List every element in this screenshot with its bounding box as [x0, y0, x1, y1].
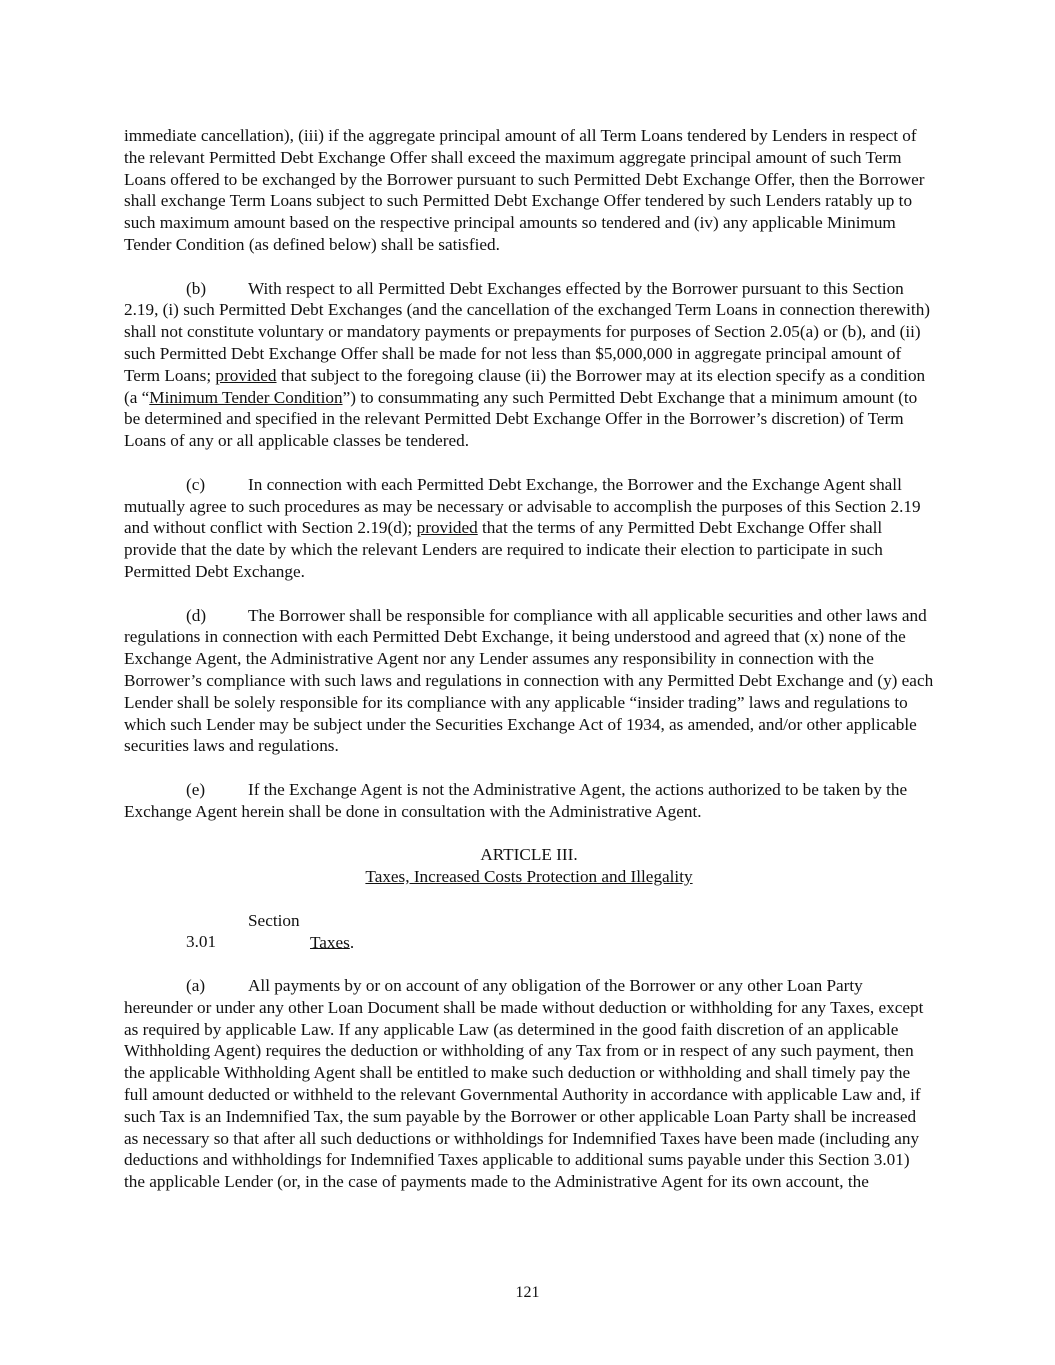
paragraph-c-text-2: that the terms of any Permitted Debt Exchange Offer shall provide that the date by which the relevant Lenders are required to indicate their election to participate in such Permitted Debt Exchange.	[124, 518, 883, 581]
article-title-wrap	[124, 866, 934, 888]
section-heading	[124, 910, 934, 954]
paragraph-e-label: (e)	[186, 779, 206, 799]
paragraph-b-defined-term: Minimum Tender Condition	[149, 387, 343, 407]
intro-text: immediate cancellation), (iii) if the aggregate principal amount of all Term Loans tendered by Lenders in respect of the relevant Permitted Debt Exchange Offer shall exceed the maximum aggregate principal amount of such Term Loans offered to be exchanged by the Borrower pursuant to such Permitted Debt Exchange Offer, then the Borrower shall exchange Term Loans subject to such Permitted Debt Exchange Offer tendered by such Lenders ratably up to such maximum amount based on the respective principal amounts so tendered and (iv) any applicable Minimum Tender Condition (as defined below) shall be satisfied.	[124, 126, 925, 254]
intro-paragraph	[124, 125, 934, 256]
page-number: 121	[515, 1284, 540, 1301]
paragraph-e-text: If the Exchange Agent is not the Administrative Agent, the actions authorized to be taken by the Exchange Agent herein shall be done in consultation with the Administrative Agent.	[124, 779, 908, 821]
paragraph-c	[124, 474, 934, 583]
paragraph-b	[124, 278, 934, 452]
paragraph-c-label: (c)	[186, 474, 206, 494]
article-title: Taxes, Increased Costs Protection and Illegality	[365, 867, 693, 887]
section-title-period: .	[349, 932, 355, 952]
paragraph-a	[124, 975, 934, 1193]
paragraph-b-label: (b)	[186, 278, 207, 298]
paragraph-b-text-2: that subject to the foregoing clause (ii) the Borrower may at its election specify as a condition (a “	[124, 365, 926, 407]
section-title: Taxes	[310, 932, 350, 952]
paragraph-c-provided: provided	[416, 518, 478, 538]
paragraph-a-text: All payments by or on account of any obligation of the Borrower or any other Loan Party hereunder or under any other Loan Document shall be made without deduction or withholding for any Taxes, except as required by applicable Law. If any applicable Law (as determined in the good faith discretion of an applicable Withholding Agent) requires the deduction or withholding of any Tax from or in respect of any such payment, then the applicable Withholding Agent shall be entitled to make such deduction or withholding and shall timely pay the full amount deducted or withheld to the relevant Governmental Authority in accordance with applicable Law and, if such Tax is an Indemnified Tax, the sum payable by the Borrower or other applicable Loan Party shall be increased as necessary so that after all such deductions or withholdings for Indemnified Taxes have been made (including any deductions and withholdings for Indemnified Taxes applicable to additional sums payable under this Section 3.01) the applicable Lender (or, in the case of payments made to the Administrative Agent for its own account, the	[124, 976, 924, 1192]
section-number: Section 3.01	[186, 910, 300, 952]
paragraph-b-text-1: With respect to all Permitted Debt Exchanges effected by the Borrower pursuant to this Section 2.19, (i) such Permitted Debt Exchanges (and the cancellation of the exchanged Term Loans in connection therewith) shall not constitute voluntary or mandatory payments or prepayments for purposes of Section 2.05(a) or (b), and (ii) such Permitted Debt Exchange Offer shall be made for not less than $5,000,000 in aggregate principal amount of Term Loans;	[124, 278, 931, 385]
paragraph-b-text-3: ”) to consummating any such Permitted Debt Exchange that a minimum amount (to be determined and specified in the relevant Permitted Debt Exchange Offer in the Borrower’s discretion) of Term Loans of any or all applicable classes be tendered.	[124, 387, 918, 451]
paragraph-a-label: (a)	[186, 976, 206, 996]
paragraph-e	[124, 779, 934, 823]
paragraph-c-text-1: In connection with each Permitted Debt Exchange, the Borrower and the Exchange Agent shall mutually agree to such procedures as may be necessary or advisable to accomplish the purposes of this Section 2.19 and without conflict with Section 2.19(d);	[124, 474, 921, 538]
paragraph-d-label: (d)	[186, 605, 207, 625]
paragraph-d	[124, 605, 934, 758]
paragraph-d-text: The Borrower shall be responsible for compliance with all applicable securities and other laws and regulations in connection with each Permitted Debt Exchange, it being understood and agreed that (x) none of the Exchange Agent, the Administrative Agent nor any Lender assumes any responsibility in connection with the Borrower’s compliance with such laws and regulations in connection with any Permitted Debt Exchange and (y) each Lender shall be solely responsible for its compliance with any applicable “insider trading” laws and regulations to which such Lender may be subject under the Securities Exchange Act of 1934, as amended, and/or other applicable securities laws and regulations.	[124, 605, 934, 756]
document-body	[124, 125, 934, 1215]
article-number: ARTICLE III.	[480, 845, 578, 865]
paragraph-b-provided: provided	[215, 365, 277, 385]
